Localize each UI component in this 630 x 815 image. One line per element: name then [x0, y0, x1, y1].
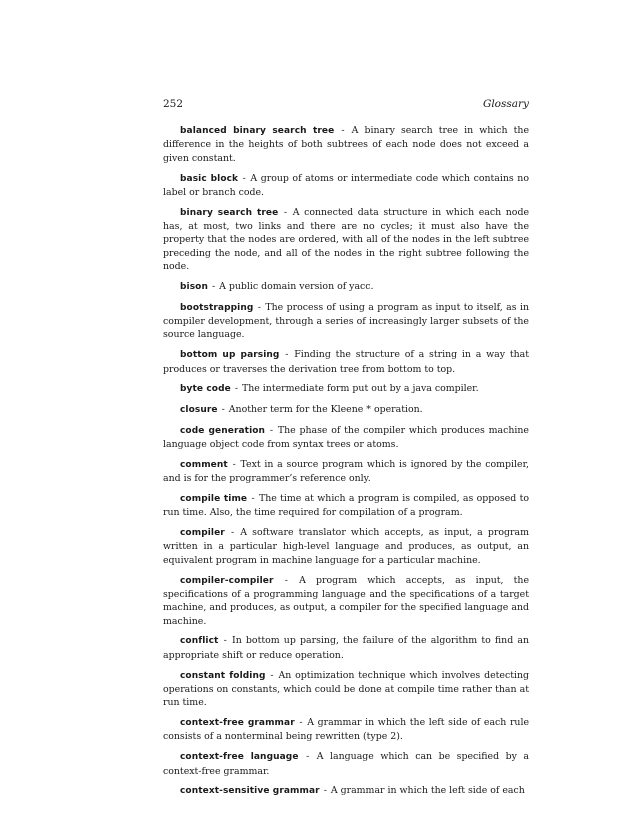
glossary-definition: A grammar in which the left side of each: [330, 785, 525, 797]
glossary-term: compile time: [180, 493, 248, 504]
glossary-definition: In bottom up parsing, the failure of the algorithm to find an appropriate shift or reduce operation.: [163, 635, 530, 661]
glossary-term: bison: [180, 281, 208, 292]
glossary-term: bootstrapping: [180, 302, 254, 313]
glossary-term: context-free grammar: [180, 718, 295, 729]
glossary-term: bottom up parsing: [180, 350, 280, 361]
glossary-definition: The process of using a program as input to itself, as in compiler development, through a series of increasingly larger subsets of the source language.: [163, 301, 529, 341]
glossary-entry: [163, 669, 529, 710]
glossary-term: code generation: [180, 425, 266, 436]
glossary-definition: The time at which a program is compiled, as opposed to run time. Also, the time required for compilation of a program.: [163, 492, 529, 519]
glossary-definition: A group of atoms or intermediate code which contains no label or branch code.: [163, 172, 529, 198]
glossary-definition: A software translator which accepts, as input, a program written in a particular high-level language and produces, as output, an equivalent program in machine language for a particular machine.: [163, 527, 529, 566]
term-separator: -: [285, 349, 289, 361]
glossary-entry: [163, 301, 529, 342]
glossary-term: comment: [180, 459, 228, 470]
glossary-term: closure: [180, 404, 218, 415]
glossary-term: compiler-compiler: [180, 575, 274, 586]
glossary-entry: [163, 574, 529, 629]
glossary-list: [163, 124, 529, 805]
glossary-definition: A connected data structure in which each node has, at most, two links and there are no cycles; it must also have the property that the nodes are ordered, with all of the nodes in the left subtree preceding the node, and all of the nodes in the right subtree following the node.: [163, 206, 529, 273]
term-separator: -: [223, 635, 227, 647]
glossary-definition: The intermediate form put out by a java compiler.: [241, 383, 479, 395]
glossary-definition: Text in a source program which is ignored by the compiler, and is for the programmer’s reference only.: [163, 458, 529, 485]
term-separator: -: [283, 206, 288, 218]
term-separator: -: [242, 172, 246, 184]
glossary-entry: [163, 124, 529, 165]
glossary-definition: Another term for the Kleene * operation.: [228, 403, 423, 415]
glossary-term: constant folding: [180, 670, 266, 681]
term-separator: -: [299, 717, 303, 729]
glossary-term: compiler: [180, 528, 225, 539]
glossary-entry: [163, 458, 529, 486]
glossary-term: balanced binary search tree: [180, 126, 335, 136]
glossary-entry: [163, 206, 529, 274]
glossary-definition: A grammar in which the left side of each rule consists of a nonterminal being rewritten (type 2).: [163, 717, 530, 743]
glossary-entry: [163, 716, 529, 744]
glossary-term: byte code: [180, 384, 231, 395]
page-number: 252: [163, 98, 184, 110]
glossary-definition: The phase of the compiler which produces machine language object code from syntax trees or atoms.: [163, 424, 529, 451]
page-header: [163, 96, 529, 112]
term-separator: -: [230, 527, 235, 539]
glossary-term: conflict: [180, 636, 219, 647]
glossary-entry: [163, 634, 529, 662]
term-separator: -: [234, 383, 238, 395]
term-separator: -: [221, 403, 225, 415]
glossary-definition: A language which can be specified by a context-free grammar.: [163, 751, 529, 777]
term-separator: -: [257, 301, 261, 313]
glossary-term: binary search tree: [180, 207, 279, 218]
term-separator: -: [306, 751, 310, 763]
running-title: Glossary: [482, 98, 529, 110]
glossary-entry: [163, 526, 529, 567]
glossary-term: context-sensitive grammar: [180, 786, 320, 797]
glossary-entry: [163, 492, 529, 520]
glossary-definition: A binary search tree in which the difference in the heights of both subtrees of each node does not exceed a given constant.: [163, 125, 530, 164]
glossary-entry: [163, 348, 529, 376]
glossary-definition: Finding the structure of a string in a way that produces or traverses the derivation tree from bottom to top.: [163, 349, 529, 375]
term-separator: -: [269, 424, 274, 436]
glossary-term: basic block: [180, 173, 239, 184]
term-separator: -: [270, 669, 274, 681]
glossary-entry: [163, 424, 529, 452]
glossary-entry: [163, 382, 529, 396]
term-separator: -: [341, 125, 345, 136]
glossary-entry: [163, 403, 529, 417]
term-separator: -: [211, 280, 216, 292]
glossary-entry: [163, 750, 529, 778]
glossary-definition: A program which accepts, as input, the specifications of a programming language and the specifications of a target machine, and produces, as output, a compiler for the specified language and machine.: [163, 574, 530, 627]
glossary-entry: [163, 172, 529, 200]
glossary-entry: [163, 280, 529, 294]
glossary-term: context-free language: [180, 752, 299, 763]
glossary-definition: A public domain version of yacc.: [219, 280, 374, 292]
term-separator: -: [284, 574, 288, 586]
term-separator: -: [232, 458, 236, 470]
glossary-definition: An optimization technique which involves detecting operations on constants, which could be done at compile time rather than at run time.: [163, 669, 529, 709]
glossary-entry: [163, 784, 529, 798]
term-separator: -: [323, 785, 327, 797]
term-separator: -: [251, 492, 255, 504]
